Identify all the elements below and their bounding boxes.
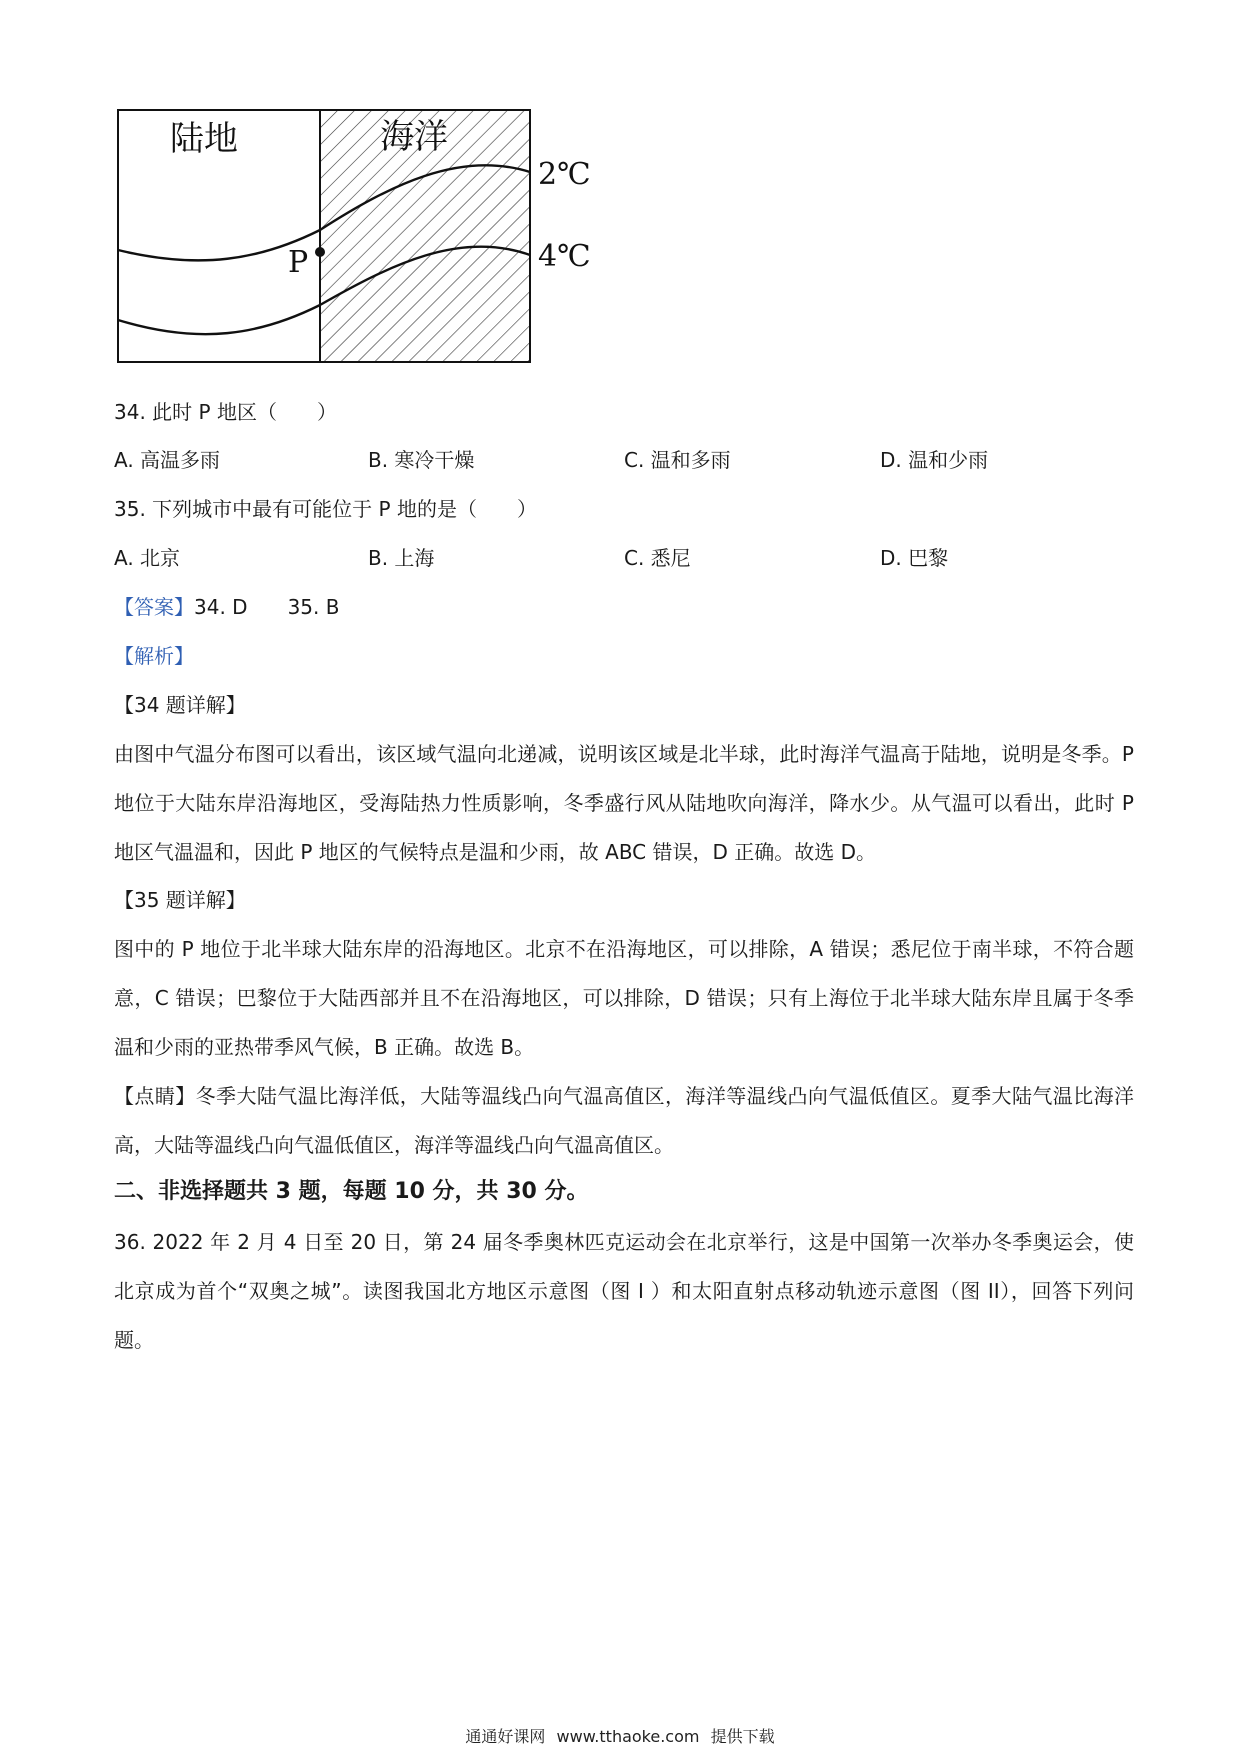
q35-option-b: B. 上海 bbox=[368, 546, 435, 570]
section2-heading: 二、非选择题共 3 题，每题 10 分，共 30 分。 bbox=[114, 1179, 589, 1204]
point-p-marker bbox=[315, 247, 325, 257]
q35-option-a: A. 北京 bbox=[114, 546, 181, 570]
iso-upper-label: 2℃ bbox=[538, 157, 591, 192]
footer-note: 提供下载 bbox=[710, 1727, 775, 1746]
tip-block bbox=[114, 1072, 1134, 1170]
q34-stem: 34. 此时 P 地区（ ） bbox=[114, 400, 337, 424]
footer bbox=[0, 1724, 1240, 1747]
d34-text: 由图中气温分布图可以看出，该区域气温向北递减，说明该区域是北半球，此时海洋气温高于陆地，说明是冬季。P 地位于大陆东岸沿海地区，受海陆热力性质影响，冬季盛行风从陆地吹向海洋，降水少。从气温可以看出，此时 P 地区气温温和，因此 P 地区的气候特点是温和少雨，故 ABC 错误，D 正确。故选 D。 bbox=[114, 742, 1134, 864]
q35-option-d: D. 巴黎 bbox=[880, 546, 949, 570]
tip-text: 冬季大陆气温比海洋低，大陆等温线凸向气温高值区，海洋等温线凸向气温低值区。夏季大陆气温比海洋高，大陆等温线凸向气温低值区，海洋等温线凸向气温高值区。 bbox=[114, 1084, 1135, 1157]
iso-lower-label: 4℃ bbox=[538, 239, 591, 274]
q34-option-b: B. 寒冷干燥 bbox=[368, 448, 475, 472]
point-p-label: P bbox=[288, 245, 309, 280]
answer-line bbox=[114, 593, 339, 621]
q34-option-d: D. 温和少雨 bbox=[880, 448, 989, 472]
isotherm-figure bbox=[110, 100, 610, 380]
q35-option-c: C. 悉尼 bbox=[624, 546, 691, 570]
d34-title: 【34 题详解】 bbox=[114, 693, 246, 717]
answer-tag: 【答案】 bbox=[114, 595, 194, 619]
d35-text: 图中的 P 地位于北半球大陆东岸的沿海地区。北京不在沿海地区，可以排除，A 错误；悉尼位于南半球，不符合题意，C 错误；巴黎位于大陆西部并且不在沿海地区，可以排除，D 错误；只有上海位于北半球大陆东岸且属于冬季温和少雨的亚热带季风气候，B 正确。故选 B。 bbox=[114, 937, 1134, 1059]
answer-text: 34. D 35. B bbox=[194, 595, 340, 619]
ocean-label: 海洋 bbox=[380, 117, 448, 157]
q36-text: 36. 2022 年 2 月 4 日至 20 日，第 24 届冬季奥林匹克运动会在北京举行，这是中国第一次举办冬季奥运会，使北京成为首个“双奥之城”。读图我国北方地区示意图（图 I ）和太阳直射点移动轨迹示意图（图 II），回答下列问题。 bbox=[114, 1230, 1134, 1352]
land-label: 陆地 bbox=[170, 119, 238, 159]
q34-option-c: C. 温和多雨 bbox=[624, 448, 731, 472]
d35-title: 【35 题详解】 bbox=[114, 888, 246, 912]
analysis-tag: 【解析】 bbox=[114, 644, 194, 668]
q35-stem: 35. 下列城市中最有可能位于 P 地的是（ ） bbox=[114, 497, 537, 521]
q34-option-a: A. 高温多雨 bbox=[114, 448, 221, 472]
tip-tag: 【点睛】 bbox=[114, 1084, 196, 1108]
footer-url[interactable]: www.tthaoke.com bbox=[556, 1727, 700, 1746]
footer-site: 通通好课网 bbox=[465, 1727, 546, 1746]
